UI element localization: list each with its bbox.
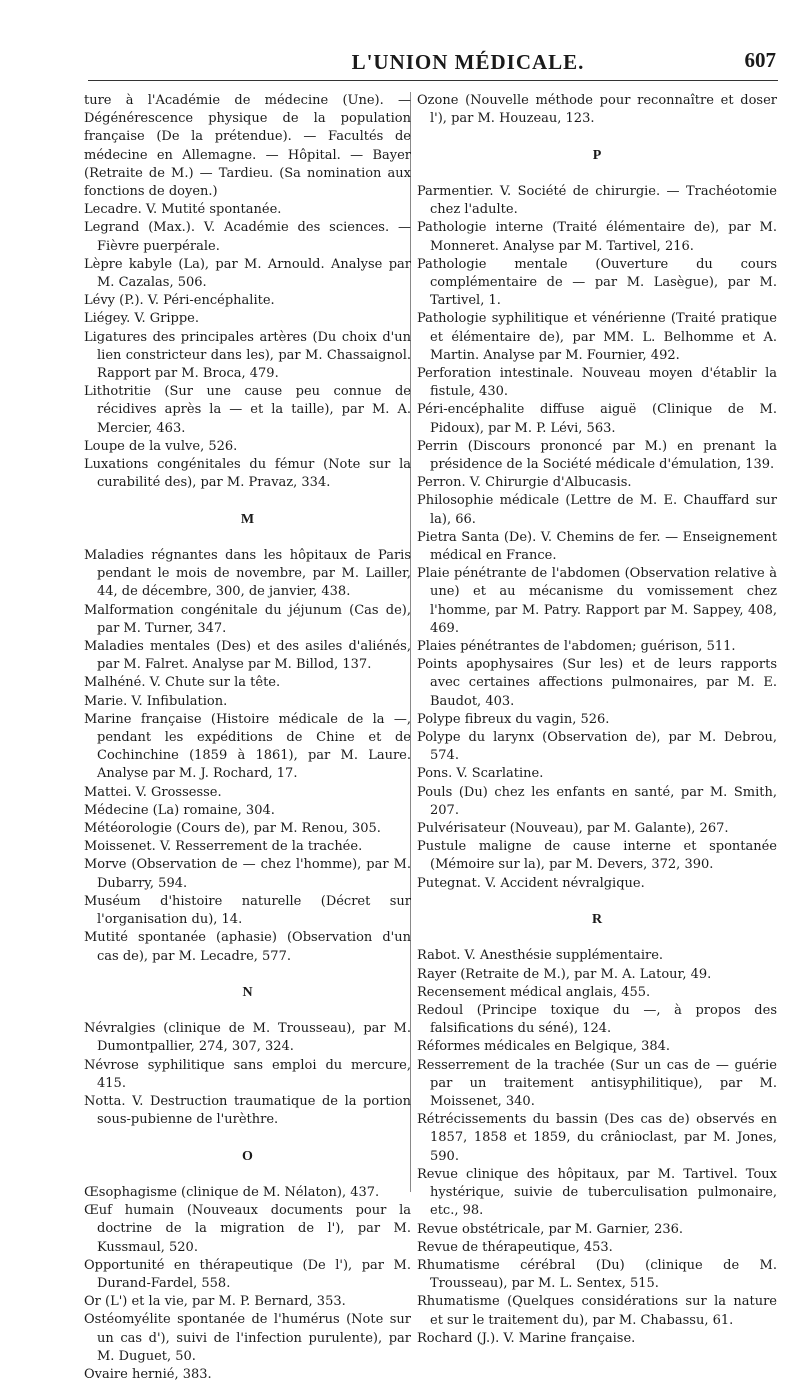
section-letter-o: O xyxy=(242,1148,253,1164)
journal-title: L'UNION MÉDICALE. xyxy=(351,50,585,74)
index-entry: Mattei. V. Grossesse. xyxy=(84,784,222,800)
spacer xyxy=(84,492,411,510)
section-letter-r: R xyxy=(591,912,603,928)
index-entry: Resserrement de la trachée (Sur un cas de — guérie par un traitement antisyphilitique), par M. Moissenet, 340. xyxy=(417,1057,777,1110)
index-entry: Parmentier. V. Société de chirurgie. — Trachéotomie chez l'adulte. xyxy=(417,183,777,218)
index-entry: Luxations congénitales du fémur (Note sur la curabilité des), par M. Pravaz, 334. xyxy=(84,457,411,491)
index-entry: Muséum d'histoire naturelle (Décret sur l'organisation du), 14. xyxy=(84,893,411,928)
index-entry: Lecadre. V. Mutité spontanée. xyxy=(84,202,282,218)
index-entry: Revue clinique des hôpitaux, par M. Tartivel. Toux hystérique, suivie de tuberculisation pulmonaire, etc., 98. xyxy=(417,1166,777,1219)
index-entry: Marine française (Histoire médicale de la —, pendant les expéditions de Chine et de Cochinchine (1859 à 1861), par M. Laure. Analyse par M. J. Rochard, 17. xyxy=(84,711,411,782)
index-entry: Marie. V. Infibulation. xyxy=(84,693,228,709)
left-column xyxy=(84,92,411,1384)
spacer xyxy=(417,128,777,146)
letter-r-entries xyxy=(417,947,777,1347)
page-number: 607 xyxy=(744,48,776,72)
index-entry: Pustule maligne de cause interne et spontanée (Mémoire sur la), par M. Devers, 372, 390. xyxy=(417,839,777,873)
index-entry: Ostéomyélite spontanée de l'humérus (Note sur un cas d'), suivi de l'infection purulente), par M. Duguet, 50. xyxy=(84,1312,411,1364)
index-entry: Opportunité en thérapeutique (De l'), par M. Durand-Fardel, 558. xyxy=(84,1257,411,1292)
index-entry: Notta. V. Destruction traumatique de la portion sous-pubienne de l'urèthre. xyxy=(84,1094,411,1128)
index-entry: Revue de thérapeutique, 453. xyxy=(417,1239,613,1255)
index-entry: Pathologie interne (Traité élémentaire de), par M. Monneret. Analyse par M. Tartivel, 216. xyxy=(417,220,777,254)
section-letter-n: N xyxy=(242,984,253,1000)
index-entry: Pietra Santa (De). V. Chemins de fer. — Enseignement médical en France. xyxy=(417,529,777,564)
index-entry: Rhumatisme (Quelques considérations sur la nature et sur le traitement du), par M. Chabassu, 61. xyxy=(417,1294,777,1328)
index-entry: Rabot. V. Anesthésie supplémentaire. xyxy=(417,948,664,964)
index-entry: ture à l'Académie de médecine (Une). — Dégénérescence physique de la population française (De la prétendue). — Facultés de médecine en Allemagne. — Hôpital. — Bayer (Retraite de M.) — Tardieu. (Sa nomination aux fonctions de doyen.) xyxy=(84,93,411,200)
section-letter-m: M xyxy=(240,511,255,527)
index-entry: Polype du larynx (Observation de), par M. Debrou, 574. xyxy=(417,730,777,764)
index-entry: Rayer (Retraite de M.), par M. A. Latour, 49. xyxy=(417,966,712,982)
index-entry: Plaies pénétrantes de l'abdomen; guérison, 511. xyxy=(417,639,736,655)
index-entry: Lithotritie (Sur une cause peu connue de récidives après la — et la taille), par M. A. Mercier, 463. xyxy=(84,384,411,436)
right-column xyxy=(417,92,777,1348)
index-entry: Malformation congénitale du jéjunum (Cas de), par M. Turner, 347. xyxy=(84,602,411,636)
spacer xyxy=(417,165,777,183)
index-entry: Revue obstétricale, par M. Garnier, 236. xyxy=(417,1221,684,1237)
letter-l-entries xyxy=(84,201,411,492)
index-entry: Œuf humain (Nouveaux documents pour la doctrine de la migration de l'), par M. Kussmaul, 520. xyxy=(84,1203,411,1255)
spacer xyxy=(84,966,411,984)
index-entry: Recensement médical anglais, 455. xyxy=(417,984,651,1000)
spacer xyxy=(417,893,777,911)
spacer xyxy=(84,1129,411,1147)
index-entry: Plaie pénétrante de l'abdomen (Observation relative à une) et au mécanisme du vomissement chez l'homme, par M. Patry. Rapport par M. Sappey, 408, 469. xyxy=(417,566,777,636)
index-entry: Maladies régnantes dans les hôpitaux de Paris pendant le mois de novembre, par M. Lailler, 44, de décembre, 300, de janvier, 438. xyxy=(84,548,411,600)
index-entry: Perron. V. Chirurgie d'Albucasis. xyxy=(417,475,632,491)
index-entry: Perrin (Discours prononcé par M.) en prenant la présidence de la Société médicale d'émulation, 139. xyxy=(417,438,777,473)
index-entry: Pulvérisateur (Nouveau), par M. Galante), 267. xyxy=(417,821,729,837)
index-entry: Névrose syphilitique sans emploi du mercure, 415. xyxy=(84,1057,411,1091)
index-entry: Météorologie (Cours de), par M. Renou, 305. xyxy=(84,821,381,837)
letter-o-continued-entries xyxy=(417,92,777,128)
index-entry: Or (L') et la vie, par M. P. Bernard, 353. xyxy=(84,1294,346,1310)
index-entry: Péri-encéphalite diffuse aiguë (Clinique de M. Pidoux), par M. P. Lévi, 563. xyxy=(417,402,777,436)
index-entry: Philosophie médicale (Lettre de M. E. Chauffard sur la), 66. xyxy=(417,493,777,527)
letter-p-entries xyxy=(417,183,777,893)
index-entry: Pons. V. Scarlatine. xyxy=(417,766,544,782)
index-entry: Lèpre kabyle (La), par M. Arnould. Analyse par M. Cazalas, 506. xyxy=(84,256,411,291)
index-entry: Œsophagisme (clinique de M. Nélaton), 437. xyxy=(84,1185,380,1201)
spacer xyxy=(84,1002,411,1020)
index-entry: Polype fibreux du vagin, 526. xyxy=(417,711,610,727)
index-entry: Pathologie mentale (Ouverture du cours complémentaire de — par M. Lasègue), par M. Tartivel, 1. xyxy=(417,256,777,309)
index-entry: Médecine (La) romaine, 304. xyxy=(84,802,275,818)
letter-o-entries xyxy=(84,1184,411,1384)
spacer xyxy=(84,529,411,547)
index-entry: Réformes médicales en Belgique, 384. xyxy=(417,1039,671,1055)
index-entry: Loupe de la vulve, 526. xyxy=(84,438,238,454)
index-entry: Liégey. V. Grippe. xyxy=(84,311,199,327)
section-letter-p: P xyxy=(592,147,602,163)
index-entry: Ozone (Nouvelle méthode pour reconnaître et doser l'), par M. Houzeau, 123. xyxy=(417,93,777,127)
index-entry: Malhéné. V. Chute sur la tête. xyxy=(84,675,281,691)
index-entry: Maladies mentales (Des) et des asiles d'aliénés, par M. Falret. Analyse par M. Billod, 137. xyxy=(84,639,411,673)
spacer xyxy=(417,929,777,947)
letter-m-entries xyxy=(84,547,411,966)
index-entry: Lévy (P.). V. Péri-encéphalite. xyxy=(84,293,275,309)
index-entry: Pathologie syphilitique et vénérienne (Traité pratique et élémentaire de), par MM. L. Belhomme et A. Martin. Analyse par M. Fournier, 492. xyxy=(417,311,777,363)
index-entry: Rhumatisme cérébral (Du) (clinique de M. Trousseau), par M. L. Sentex, 515. xyxy=(417,1257,777,1292)
index-entry: Névralgies (clinique de M. Trousseau), par M. Dumontpallier, 274, 307, 324. xyxy=(84,1021,411,1055)
running-header xyxy=(88,46,778,81)
index-entry: Redoul (Principe toxique du —, à propos des falsifications du séné), 124. xyxy=(417,1003,777,1037)
index-entry: Mutité spontanée (aphasie) (Observation d'un cas de), par M. Lecadre, 577. xyxy=(84,930,411,964)
index-entry: Moissenet. V. Resserrement de la trachée. xyxy=(84,839,363,855)
index-entry: Legrand (Max.). V. Académie des sciences. — Fièvre puerpérale. xyxy=(84,220,411,254)
index-entry: Pouls (Du) chez les enfants en santé, par M. Smith, 207. xyxy=(417,784,777,818)
index-entry: Rochard (J.). V. Marine française. xyxy=(417,1330,636,1346)
index-entry: Ovaire hernié, 383. xyxy=(84,1367,212,1383)
index-entry: Rétrécissements du bassin (Des cas de) observés en 1857, 1858 et 1859, du crânioclast, par M. Jones, 590. xyxy=(417,1112,777,1164)
index-entry: Putegnat. V. Accident névralgique. xyxy=(417,875,645,891)
index-entry: Morve (Observation de — chez l'homme), par M. Dubarry, 594. xyxy=(84,857,411,891)
index-entry: Points apophysaires (Sur les) et de leurs rapports avec certaines affections pulmonaires, par M. E. Baudot, 403. xyxy=(417,657,777,709)
spacer xyxy=(84,1166,411,1184)
letter-n-entries xyxy=(84,1020,411,1129)
index-entry: Ligatures des principales artères (Du choix d'un lien constricteur dans les), par M. Chassaignol. Rapport par M. Broca, 479. xyxy=(84,329,411,382)
index-entry: Perforation intestinale. Nouveau moyen d'établir la fistule, 430. xyxy=(417,366,777,400)
